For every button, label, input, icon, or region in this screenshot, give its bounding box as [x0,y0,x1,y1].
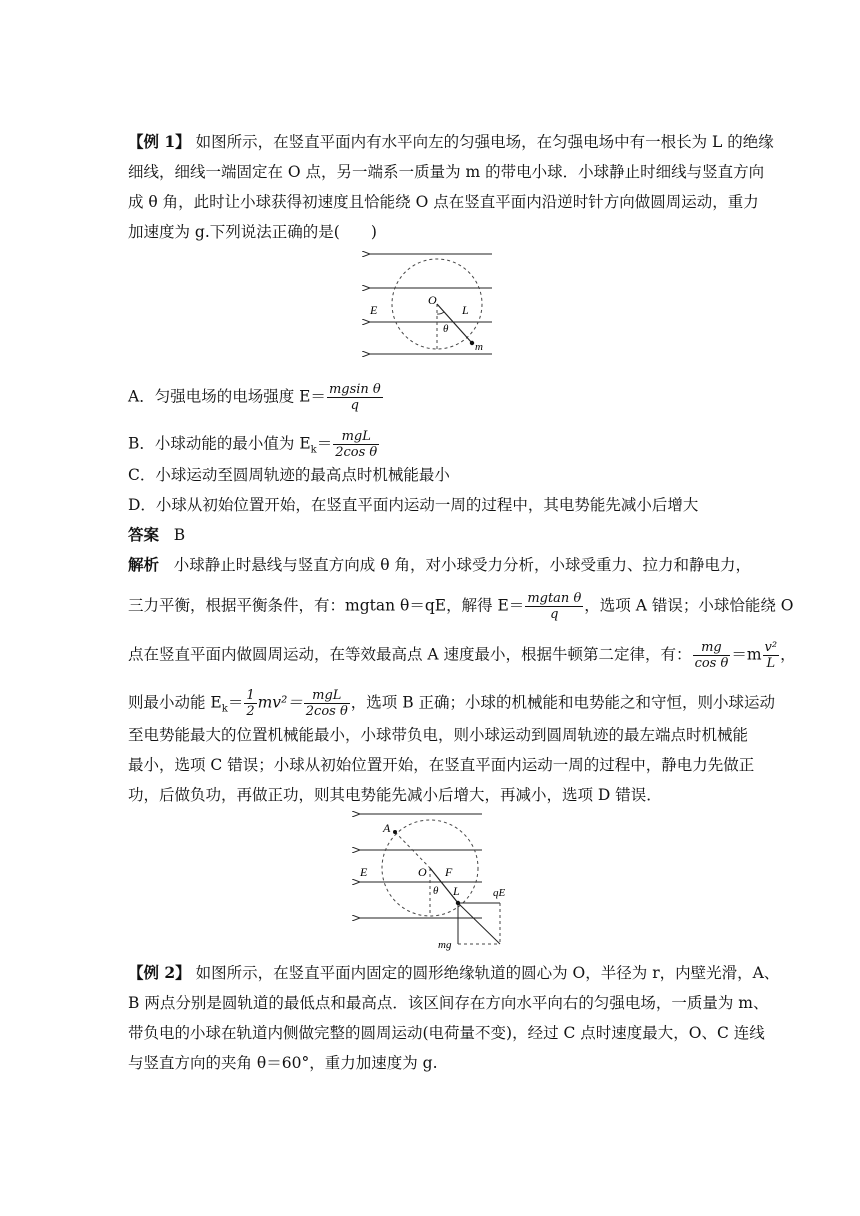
analysis-text-2b: ，选项 A 错误；小球恰能绕 O [584,596,794,615]
analysis-text-3end: ， [780,645,796,664]
label-m-1: m [475,341,483,353]
analysis-denominator-3a: cos θ [694,656,729,671]
option-b-numerator: mgL [333,429,379,445]
label-A-2: A [383,821,391,835]
example-2-tag: 【例 2】 [128,963,191,982]
analysis-denominator-4b: 2cos θ [305,704,348,719]
example-2-line-1 [128,963,779,983]
analysis-numerator-3a: mg [693,640,731,656]
analysis-eq-4: ＝ [227,693,244,712]
option-a-denominator: q [350,398,359,413]
example-2-text-1: 如图所示，在竖直平面内固定的圆形绝缘轨道的圆心为 O，半径为 r，内壁光滑，A、 [195,964,780,982]
analysis-line-4 [128,688,775,720]
analysis-fraction-3a [693,640,731,671]
analysis-text-4mid: mv²＝ [257,693,303,712]
analysis-numerator-3b: v² [764,640,778,655]
analysis-numerator-4a: 1 [246,688,255,703]
option-b-denominator: 2cos θ [335,445,378,460]
label-mg-2: mg [438,939,452,951]
analysis-text-3mid: ＝m [731,645,762,664]
option-a-fraction [327,382,383,413]
analysis-numerator-4b: mgL [304,688,350,704]
option-a-numerator: mgsin θ [328,382,381,397]
analysis-line-3 [128,640,796,671]
analysis-denominator-2: q [550,607,559,622]
option-b-fraction [333,429,379,460]
example-1-line-2: 细线，细线一端固定在 O 点，另一端系一质量为 m 的带电小球．小球静止时细线与竖直方向 [128,163,765,181]
analysis-sub-4: k [221,703,228,715]
example-1-text-1: 如图所示，在竖直平面内有水平向左的匀强电场，在匀强电场中有一根长为 L 的绝缘 [195,133,774,151]
example-1-line-3: 成 θ 角，此时让小球获得初速度且恰能绕 O 点在竖直平面内沿逆时针方向做圆周运动，重力 [128,193,759,211]
analysis-line-7: 功，后做负功，再做正功，则其电势能先减小后增大，再减小，选项 D 错误． [128,786,662,804]
analysis-text-2a: 三力平衡，根据平衡条件，有：mgtan θ＝qE，解得 E＝ [128,596,525,615]
option-c: C．小球运动至圆周轨迹的最高点时机械能最小 [128,466,450,484]
label-E-1: E [370,303,378,317]
analysis-text-1: 小球静止时悬线与竖直方向成 θ 角，对小球受力分析，小球受重力、拉力和静电力， [173,556,751,574]
analysis-text-4a: 则最小动能 E [128,693,222,712]
option-d: D．小球从初始位置开始，在竖直平面内运动一周的过程中，其电势能先减小后增大 [128,496,699,514]
analysis-numerator-2: mgtan θ [527,591,582,606]
analysis-line-2 [128,591,793,622]
option-a-prefix: A．匀强电场的电场强度 E＝ [128,387,326,406]
label-L-1: L [462,303,469,317]
answer-line [128,525,185,545]
label-theta-1: θ [443,323,449,335]
label-F-2: F [445,865,453,879]
label-E-2: E [360,865,368,879]
resultant-line-2 [458,903,500,944]
example-2-line-4: 与竖直方向的夹角 θ＝60°，重力加速度为 g. [128,1054,438,1072]
label-qE-2: qE [493,887,506,899]
analysis-fraction-4b [304,688,350,719]
example-1-tag: 【例 1】 [128,132,191,151]
analysis-line-1 [128,555,751,575]
ball-2 [456,901,460,905]
analysis-fraction-4a [244,688,256,719]
label-theta-2: θ [433,885,439,897]
analysis-line-5: 至电势能最大的位置机械能最小，小球带负电，则小球运动到圆周轨迹的最左端点时机械能 [128,726,749,744]
ball-m-1 [470,341,474,345]
analysis-text-3a: 点在竖直平面内做圆周运动，在等效最高点 A 速度最小，根据牛顿第二定律，有： [128,645,692,664]
point-A [393,830,397,834]
analysis-denominator-3b: L [766,656,776,671]
label-O-2: O [418,865,427,879]
analysis-fraction-3b [763,640,780,671]
label-O-1: O [428,293,437,307]
analysis-text-4b: ，选项 B 正确；小球的机械能和电势能之和守恒，则小球运动 [350,693,776,712]
label-L-2: L [453,884,460,898]
analysis-denominator-4a: 2 [246,704,255,719]
example-2-line-2: B 两点分别是圆轨道的最低点和最高点．该区间存在方向水平向右的匀强电场，一质量为 m、 [128,994,769,1012]
option-a [128,382,384,413]
option-b-eq: ＝ [316,434,333,453]
option-b [128,429,380,461]
figure-1 [360,248,500,364]
analysis-fraction-2 [525,591,583,622]
example-1-line-4: 加速度为 g.下列说法正确的是( ) [128,223,377,241]
answer-value: B [173,526,186,544]
example-1-line-1 [128,132,774,152]
option-b-sub: k [310,444,317,456]
example-2-line-3: 带负电的小球在轨道内侧做完整的圆周运动(电荷量不变)，经过 C 点时速度最大，O、C 连线 [128,1024,765,1042]
theta-arc-1 [437,312,444,314]
analysis-label: 解析 [128,555,160,574]
analysis-line-6: 最小，选项 C 错误；小球从初始位置开始，在竖直平面内运动一周的过程中，静电力先做正 [128,756,755,774]
answer-label: 答案 [128,525,160,544]
figure-2 [350,806,520,954]
option-b-prefix: B．小球动能的最小值为 E [128,434,311,453]
